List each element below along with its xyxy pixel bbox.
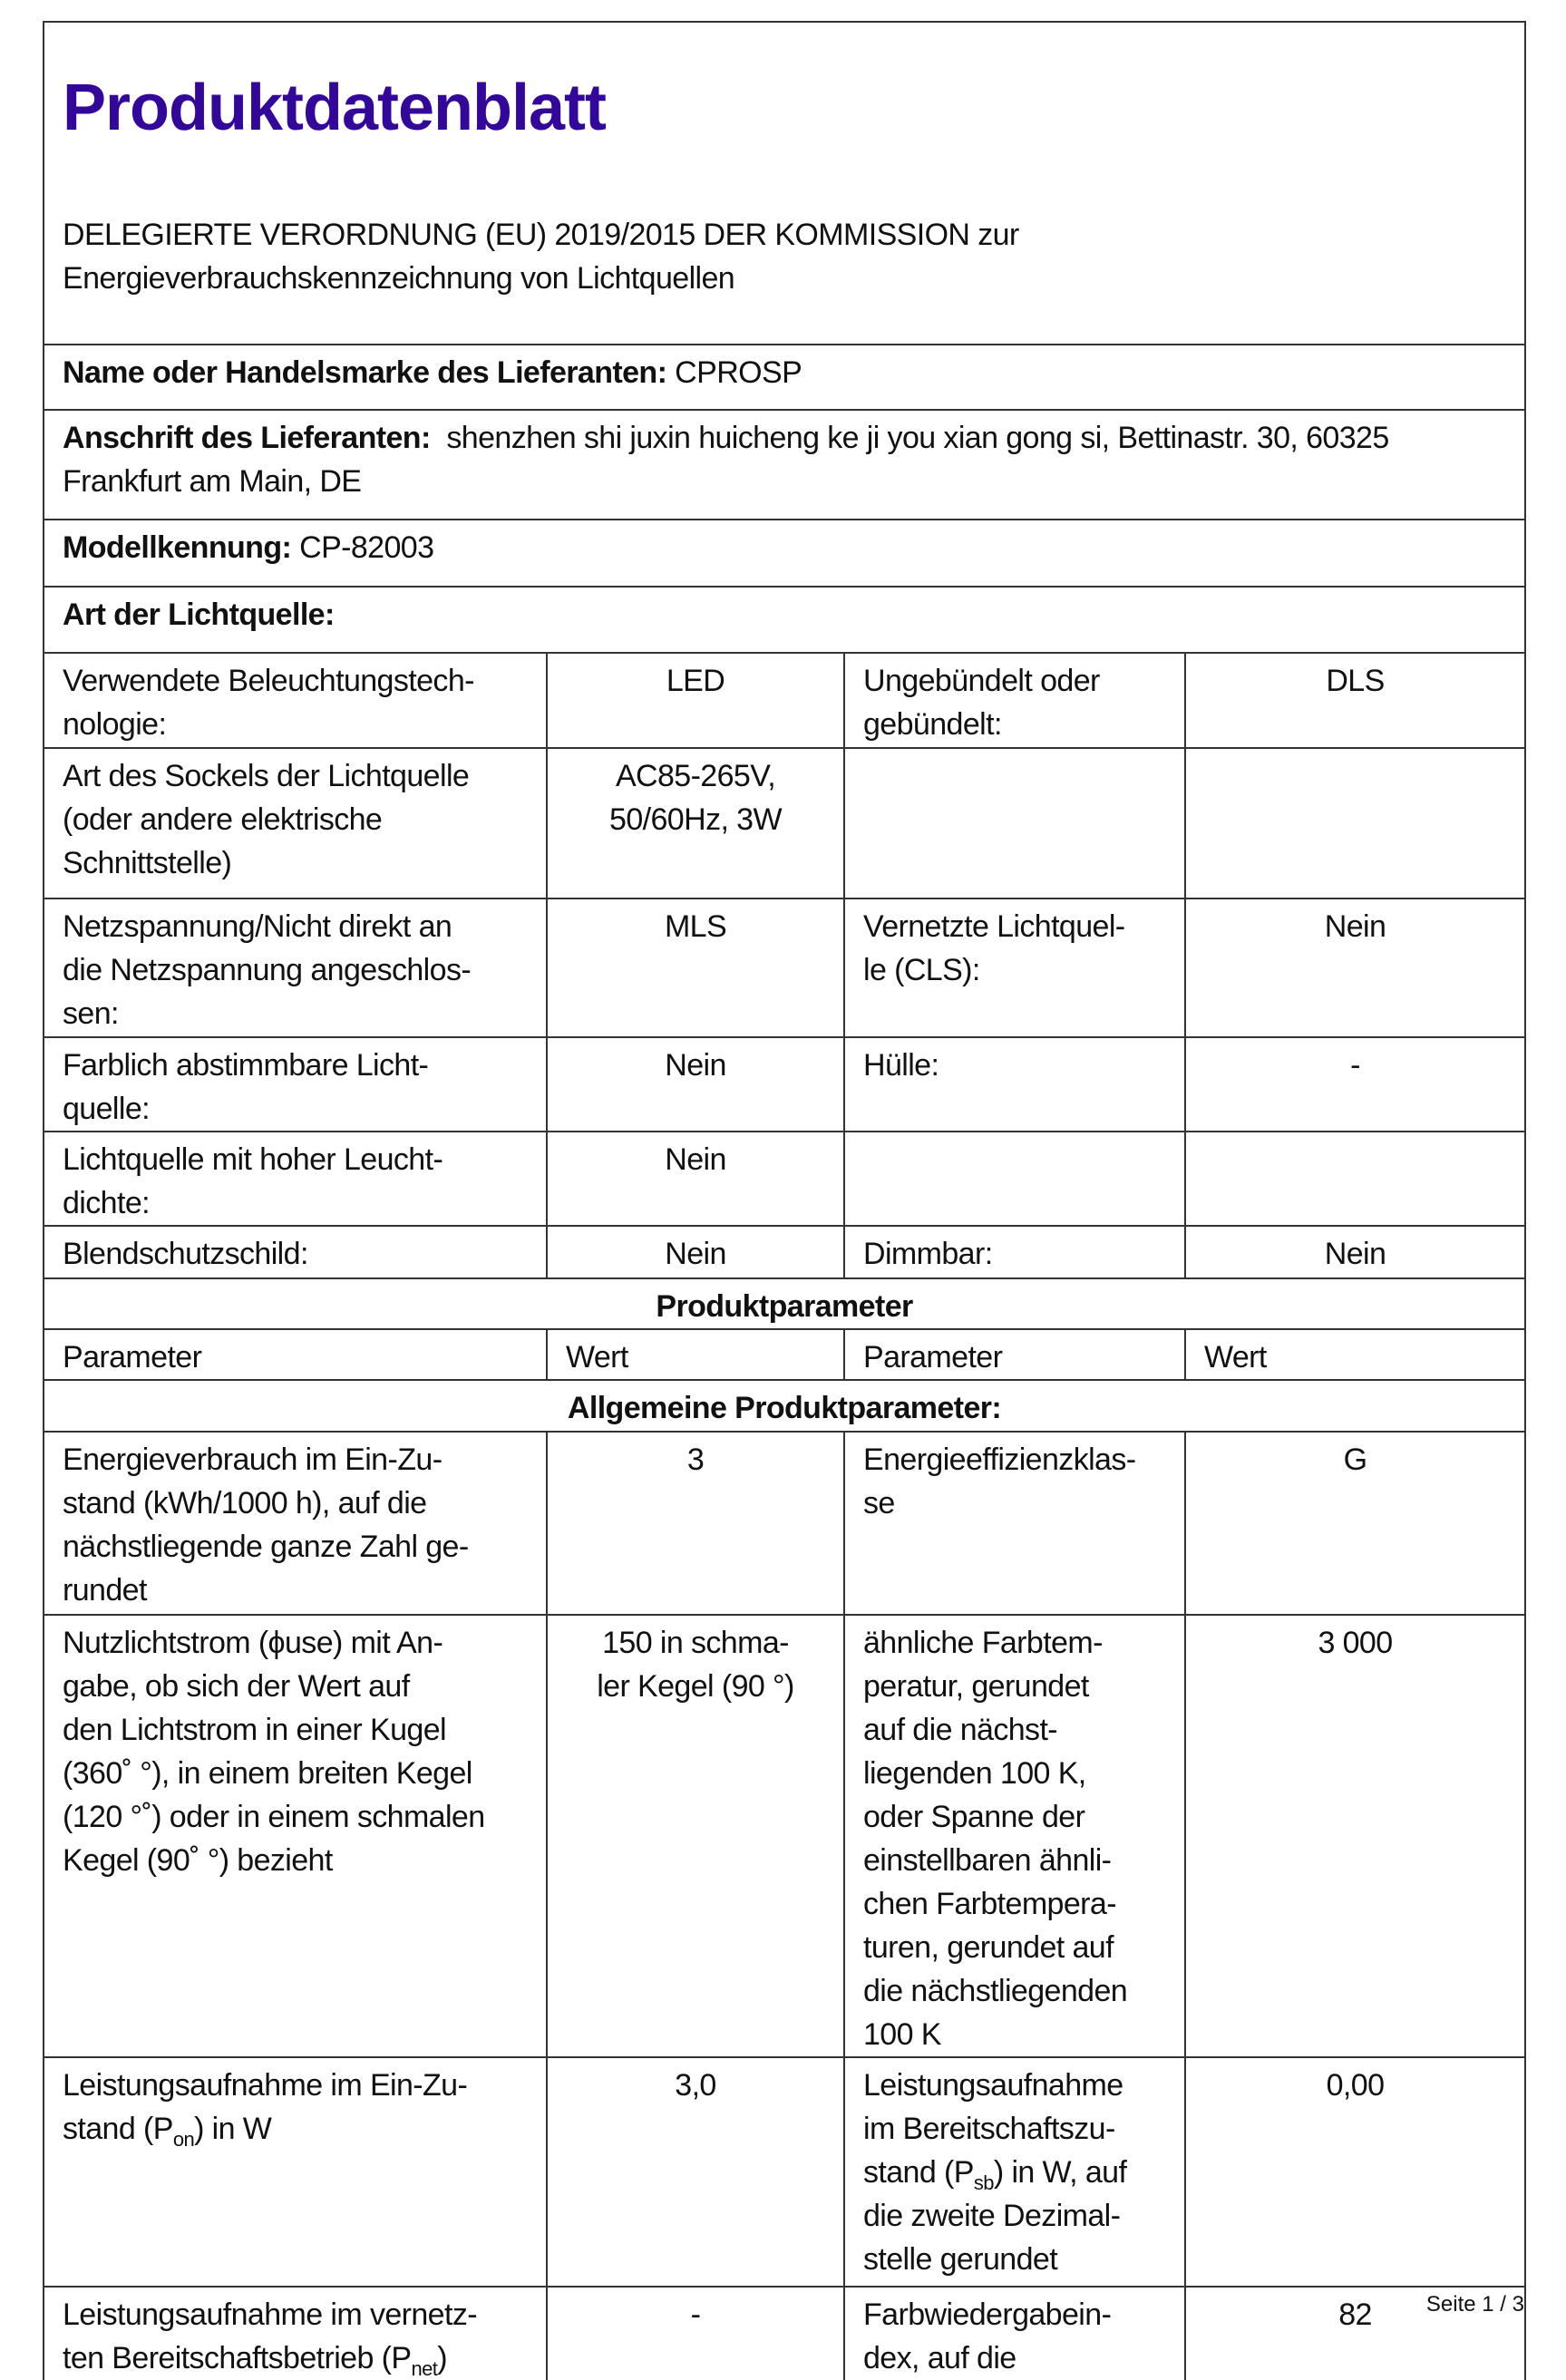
param-label: Vernetzte Lichtquel- le (CLS): xyxy=(844,899,1185,1037)
param-value xyxy=(1185,1132,1525,1226)
general-params-heading-row xyxy=(44,1380,1525,1432)
param-value: Nein xyxy=(547,1226,844,1278)
param-value: - xyxy=(1185,1037,1525,1132)
param-value: Nein xyxy=(1185,1226,1525,1278)
table-row xyxy=(44,2287,1525,2380)
param-label xyxy=(844,748,1185,899)
product-data-sheet xyxy=(43,21,1524,2380)
param-value: LED xyxy=(547,653,844,748)
light-source-type-row xyxy=(44,587,1525,653)
param-value: 3,0 xyxy=(547,2057,844,2287)
param-value: G xyxy=(1185,1432,1525,1615)
table-row xyxy=(44,1037,1525,1132)
param-label: Energieeffizienzklas- se xyxy=(844,1432,1185,1615)
column-header: Parameter xyxy=(844,1329,1185,1380)
table-row xyxy=(44,1226,1525,1278)
param-value: 3 xyxy=(547,1432,844,1615)
table-row xyxy=(44,899,1525,1037)
product-params-heading: Produktparameter xyxy=(44,1278,1525,1329)
table-row xyxy=(44,748,1525,899)
supplier-address-label: Anschrift des Lieferanten: xyxy=(63,421,431,455)
param-value: 0,00 xyxy=(1185,2057,1525,2287)
model-row xyxy=(44,520,1525,587)
param-value: - xyxy=(547,2287,844,2380)
supplier-name-value: CPROSP xyxy=(675,355,802,390)
model-label: Modellkennung: xyxy=(63,530,292,565)
supplier-name-row xyxy=(44,345,1525,410)
table-row xyxy=(44,1615,1525,2057)
param-value: AC85-265V, 50/60Hz, 3W xyxy=(547,748,844,899)
column-header: Wert xyxy=(547,1329,844,1380)
param-value: Nein xyxy=(1185,899,1525,1037)
data-table xyxy=(43,21,1526,2380)
param-value: Nein xyxy=(547,1132,844,1226)
param-label xyxy=(844,2057,1185,2287)
param-label: Nutzlichtstrom (ϕuse) mit An- gabe, ob sich der Wert auf den Lichtstrom in einer Kugel (360˚ °), in einem breiten Kegel (120 °˚) oder in einem schmalen Kegel (90˚ °) bezieht xyxy=(44,1615,547,2057)
param-value: Nein xyxy=(547,1037,844,1132)
label-text: ) in W, auf die zweite Dezimal- stelle gerundet xyxy=(863,2155,1127,2277)
subscript: on xyxy=(172,2127,195,2151)
column-header: Wert xyxy=(1185,1329,1525,1380)
label-text: Leistungsaufnahme im Ein-Zu- stand (P xyxy=(63,2068,468,2146)
model-value: CP-82003 xyxy=(299,530,434,565)
page-title: Produktdatenblatt xyxy=(63,72,607,144)
param-value xyxy=(1185,748,1525,899)
param-label xyxy=(844,1132,1185,1226)
param-label: Ungebündelt oder gebündelt: xyxy=(844,653,1185,748)
table-row xyxy=(44,1432,1525,1615)
column-header: Parameter xyxy=(44,1329,547,1380)
general-params-heading: Allgemeine Produktparameter: xyxy=(44,1380,1525,1432)
param-label: Energieverbrauch im Ein-Zu- stand (kWh/1000 h), auf die nächstliegende ganze Zahl ge- rundet xyxy=(44,1432,547,1615)
param-value: 82 xyxy=(1185,2287,1525,2380)
label-text: ) in W xyxy=(194,2112,272,2146)
param-label: Hülle: xyxy=(844,1037,1185,1132)
column-header-row xyxy=(44,1329,1525,1380)
header-row xyxy=(44,22,1525,345)
table-row xyxy=(44,1132,1525,1226)
param-label: Lichtquelle mit hoher Leucht- dichte: xyxy=(44,1132,547,1226)
subscript: net xyxy=(411,2356,438,2380)
param-label: Dimmbar: xyxy=(844,1226,1185,1278)
supplier-address-row xyxy=(44,410,1525,520)
label-text: Leistungsaufnahme im vernetz- ten Bereitschaftsbetrieb (P xyxy=(63,2297,477,2375)
table-row xyxy=(44,653,1525,748)
param-label: Art des Sockels der Lichtquelle (oder andere elektrische Schnittstelle) xyxy=(44,748,547,899)
param-value: 150 in schma- ler Kegel (90 °) xyxy=(547,1615,844,2057)
param-label: Farbwiedergabein- dex, auf die xyxy=(844,2287,1185,2380)
param-value: 3 000 xyxy=(1185,1615,1525,2057)
label-text: Leistungsaufnahme im Bereitschaftszu- stand (P xyxy=(863,2068,1123,2190)
param-value: MLS xyxy=(547,899,844,1037)
product-params-heading-row xyxy=(44,1278,1525,1329)
param-value: DLS xyxy=(1185,653,1525,748)
param-label: ähnliche Farbtem- peratur, gerundet auf die nächst- liegenden 100 K, oder Spanne der einstellbaren ähnli- chen Farbtempera- turen, gerundet auf die nächstliegenden 100 K xyxy=(844,1615,1185,2057)
param-label: Netzspannung/Nicht direkt an die Netzspannung angeschlos- sen: xyxy=(44,899,547,1037)
param-label xyxy=(44,2057,547,2287)
supplier-name-label: Name oder Handelsmarke des Lieferanten: xyxy=(63,355,667,390)
label-text: ) xyxy=(437,2341,447,2375)
supplier-address-value: shenzhen shi juxin huicheng ke ji you xian gong si, Bettinastr. 30, 60325 Frankfurt am Main, DE xyxy=(63,421,1389,499)
param-label xyxy=(44,2287,547,2380)
light-source-type-label: Art der Lichtquelle: xyxy=(44,587,1525,653)
table-row xyxy=(44,2057,1525,2287)
param-label: Blendschutzschild: xyxy=(44,1226,547,1278)
subscript: sb xyxy=(973,2171,994,2194)
regulation-text: DELEGIERTE VERORDNUNG (EU) 2019/2015 DER KOMMISSION zur Energieverbrauchskennzeichnung von Lichtquellen xyxy=(63,218,1019,296)
param-label: Farblich abstimmbare Licht- quelle: xyxy=(44,1037,547,1132)
page-number: Seite 1 / 3 xyxy=(1425,2292,1524,2317)
param-label: Verwendete Beleuchtungstech- nologie: xyxy=(44,653,547,748)
